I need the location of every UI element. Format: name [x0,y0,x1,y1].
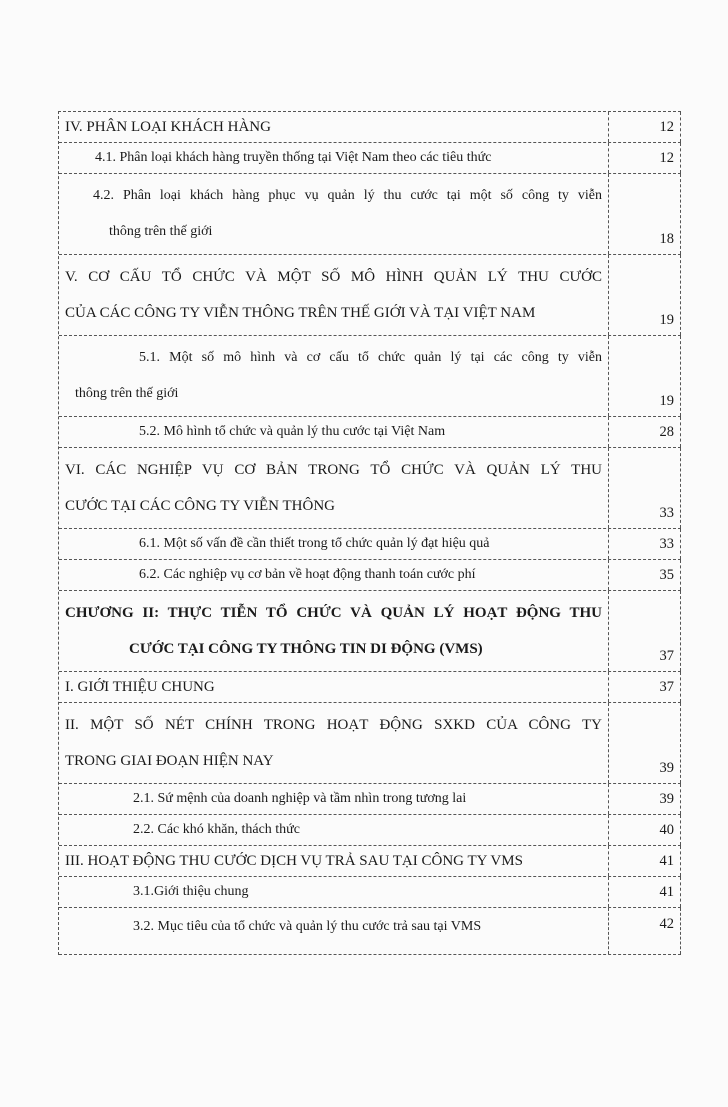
toc-entry-text [59,703,609,783]
toc-row [59,174,681,255]
toc-entry-text [59,143,609,173]
toc-entry-text [59,336,609,416]
toc-line: 3.1.Giới thiệu chung [133,884,249,899]
toc-line: IV. PHÂN LOẠI KHÁCH HÀNG [65,119,271,135]
toc-row [59,112,681,143]
toc-row [59,908,681,955]
toc-line: TRONG GIAI ĐOẠN HIỆN NAY [65,753,274,769]
toc-entry-text [59,877,609,907]
toc-row [59,846,681,877]
toc-row [59,143,681,174]
toc-row [59,877,681,908]
toc-page-number: 37 [609,591,681,671]
toc-line: 3.2. Mục tiêu của tổ chức và quản lý thu cước trả sau tại VMS [133,919,482,934]
toc-page-number: 19 [609,255,681,335]
toc-entry-text [59,815,609,845]
toc-page-number: 33 [609,448,681,528]
toc-row [59,529,681,560]
toc-entry-text [59,784,609,814]
toc-page-number: 41 [609,877,681,907]
toc-entry-text [59,417,609,447]
toc-line: I. GIỚI THIỆU CHUNG [65,679,215,695]
toc-line: CHƯƠNG II: THỰC TIỄN TỔ CHỨC VÀ QUẢN LÝ HOẠT ĐỘNG THU [65,605,602,621]
toc-line: thông trên thế giới [109,224,213,239]
toc-entry-text [59,174,609,254]
toc-line: 6.1. Một số vấn đề cần thiết trong tổ chức quản lý đạt hiệu quả [139,536,490,551]
toc-row [59,815,681,846]
toc-entry-text [59,846,609,876]
toc-line: VI. CÁC NGHIỆP VỤ CƠ BẢN TRONG TỔ CHỨC VÀ QUẢN LÝ THU [65,462,602,478]
table-of-contents [58,111,681,955]
toc-entry-text [59,448,609,528]
toc-entry-text [59,529,609,559]
toc-row [59,448,681,529]
toc-row [59,560,681,591]
toc-entry-text [59,255,609,335]
toc-page-number: 41 [609,846,681,876]
toc-page-number: 40 [609,815,681,845]
toc-page-number: 42 [609,908,681,954]
toc-line: 5.2. Mô hình tổ chức và quản lý thu cước tại Việt Nam [139,424,446,439]
toc-line: CỦA CÁC CÔNG TY VIỄN THÔNG TRÊN THẾ GIỚI VÀ TẠI VIỆT NAM [65,305,536,321]
toc-page-number: 35 [609,560,681,590]
toc-line: V. CƠ CẤU TỔ CHỨC VÀ MỘT SỐ MÔ HÌNH QUẢN LÝ THU CƯỚC [65,269,602,285]
toc-page-number: 12 [609,143,681,173]
toc-row [59,336,681,417]
toc-page-number: 19 [609,336,681,416]
toc-entry-text [59,591,609,671]
toc-line: 5.1. Một số mô hình và cơ cấu tổ chức quản lý tại các công ty viễn [139,350,602,365]
toc-line: 4.2. Phân loại khách hàng phục vụ quản lý thu cước tại một số công ty viễn [93,188,602,203]
toc-page-number: 39 [609,703,681,783]
toc-page-number: 18 [609,174,681,254]
toc-row [59,255,681,336]
toc-page-number: 28 [609,417,681,447]
toc-line: III. HOẠT ĐỘNG THU CƯỚC DỊCH VỤ TRẢ SAU TẠI CÔNG TY VMS [65,853,523,869]
toc-line: thông trên thế giới [75,386,179,401]
toc-line: CƯỚC TẠI CÔNG TY THÔNG TIN DI ĐỘNG (VMS) [129,641,483,657]
toc-line: 4.1. Phân loại khách hàng truyền thống tại Việt Nam theo các tiêu thức [95,150,492,165]
toc-line: 2.2. Các khó khăn, thách thức [133,822,300,837]
toc-row [59,591,681,672]
toc-line: II. MỘT SỐ NÉT CHÍNH TRONG HOẠT ĐỘNG SXKD CỦA CÔNG TY [65,717,602,733]
toc-entry-text [59,112,609,142]
toc-page-number: 12 [609,112,681,142]
toc-entry-text [59,672,609,702]
toc-page-number: 37 [609,672,681,702]
toc-entry-text [59,908,609,954]
toc-line: 2.1. Sứ mệnh của doanh nghiệp và tầm nhìn trong tương lai [133,791,467,806]
toc-line: 6.2. Các nghiệp vụ cơ bản về hoạt động thanh toán cước phí [139,567,476,582]
toc-row [59,703,681,784]
toc-page-number: 39 [609,784,681,814]
toc-page-number: 33 [609,529,681,559]
toc-row [59,417,681,448]
toc-row [59,784,681,815]
toc-row [59,672,681,703]
toc-line: CƯỚC TẠI CÁC CÔNG TY VIỄN THÔNG [65,498,335,514]
toc-entry-text [59,560,609,590]
